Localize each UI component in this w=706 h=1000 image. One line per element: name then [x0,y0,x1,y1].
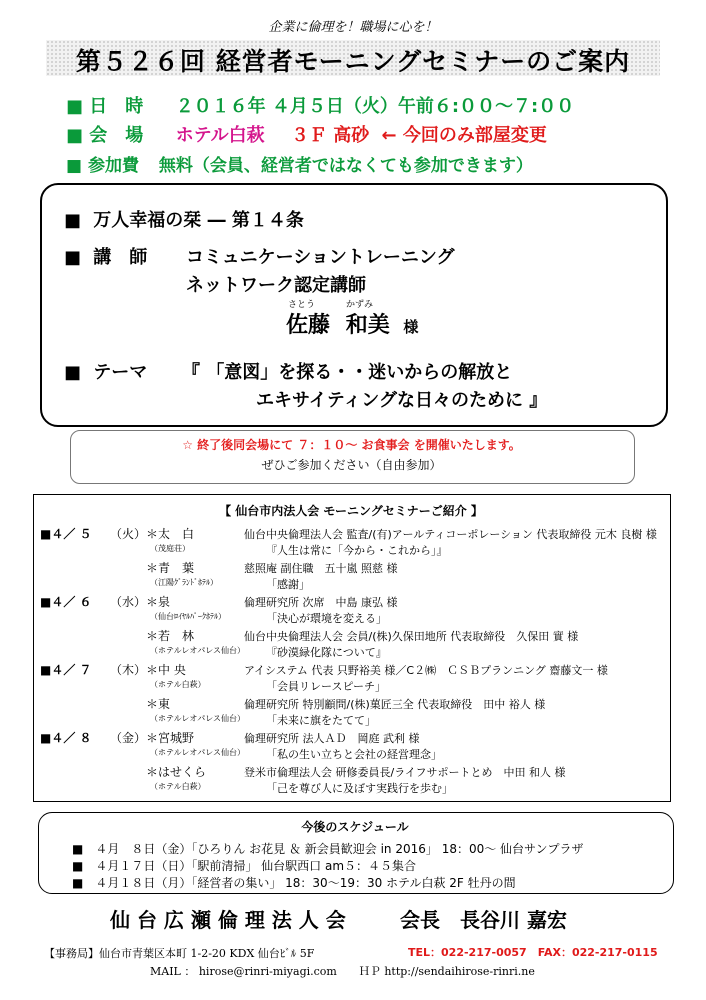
speaker: アイシステム 代表 只野裕美 様／C２㈱ ＣＳＢプランニング 齋藤文一 様 [244,664,608,677]
seminar-heading: 【 仙台市内法人会 モーニングセミナーご紹介 】 [219,504,483,518]
page-title: 第５２６回 経営者モーニングセミナーのご案内 [75,47,631,76]
speaker: 仙台中央倫理法人会 監査/(有)アールティコーポレーション 代表取締役 元木 良樹 様 [244,528,657,541]
topic: 「未来に旗をたてて」 [266,714,376,727]
bullet-square-icon: ■ [64,362,82,383]
theme-label: テーマ [93,362,148,383]
topic: 『人生は常に「今から・これから」』 [266,544,448,557]
notice-line-2: ぜひご参加ください（自由参加） [261,458,442,472]
theme-row [64,358,147,384]
fee-label: 参加費 [87,156,139,176]
bullet-square-icon: ■ [64,247,82,268]
day-weekday: （水） [110,595,147,609]
lecturer-label: 講 師 [93,247,148,268]
lecturer-name [286,308,418,339]
tagline: 企業に倫理を！職場に心を！ [268,20,438,35]
topic: 『砂漠緑化隊について』 [266,646,387,659]
branch-name: ＊泉 [146,595,171,609]
branch-place: （江陽ｸﾞﾗﾝﾄﾞﾎﾃﾙ） [150,578,218,587]
speaker: 登米市倫理法人会 研修委員長/ライフサポートとめ 中田 和人 様 [244,766,566,779]
branch-place: （ホテル白萩） [150,680,206,689]
day-weekday: （火） [110,527,147,541]
branch-name: ＊青 葉 [146,561,195,575]
venue-label: 会 場 [89,125,144,146]
office-address: 【事務局】仙台市青葉区本町 1-2-20 KDX 仙台ﾋﾞﾙ 5F [44,947,315,960]
ruby-given: かずみ [346,300,374,310]
notice-line-1: ☆ 終了後同会場にて ７：１０～ お食事会 を開催いたします。 [182,438,521,452]
fee-value: 無料（会員、経営者ではなくても参加できます） [158,156,533,176]
date-row [66,92,574,118]
speaker: 倫理研究所 法人ＡＤ 岡庭 武利 様 [244,732,420,745]
schedule-item: ■ ４月１８日（月）「経営者の集い」 18：30～19：30 ホテル白萩 2F 牡丹の間 [72,876,516,890]
lecturer-given-name: 和美 [345,313,390,338]
branch-name: ＊中 央 [146,663,186,677]
bullet-square-icon: ■ [64,210,82,231]
lecturer-row [64,243,147,269]
topic: 「決心が環境を変える」 [266,612,387,625]
clause-row [64,206,304,232]
day-weekday: （木） [110,663,147,677]
topic: 「私の生い立ちと会社の経営理念」 [266,748,442,761]
ruby-family: さとう [288,300,316,310]
branch-place: （仙台ﾛｲﾔﾙﾊﾟｰｸﾎﾃﾙ） [150,612,226,621]
day-date: ■４／ ７ [40,663,92,677]
contact-phone: TEL：022-217-0057 FAX：022-217-0115 [408,946,658,959]
contact-mail-web: MAIL ： hirose@rinri-miyagi.com ＨＰ http://sendaihirose-rinri.ne [150,965,535,978]
branch-place: （ホテルレオパレス仙台） [150,748,245,757]
branch-name: ＊太 白 [146,527,195,541]
schedule-heading: 今後のスケジュール [301,820,409,834]
bullet-square-icon: ■ [66,125,84,146]
schedule-item: ■ ４月 ８日（金）「ひろりん お花見 ＆ 新会員歓迎会 in 2016」 18：00～ 仙台サンプラザ [72,842,584,856]
speaker: 慈照庵 副住職 五十嵐 照慈 様 [244,562,398,575]
topic: 「会員リレースピーチ」 [266,680,387,693]
venue-hotel: ホテル白萩 [175,125,265,146]
day-date: ■４／ ８ [40,731,92,745]
venue-note: ← 今回のみ部屋変更 [381,125,547,146]
lecturer-honorific: 様 [403,318,419,336]
branch-place: （ホテルレオパレス仙台） [150,714,245,723]
branch-name: ＊はせくら [146,765,207,779]
venue-room: ３Ｆ 高砂 [290,125,370,146]
clause-text: 万人幸福の栞 ― 第１４条 [93,210,304,231]
topic: 「感謝」 [266,578,310,591]
day-date: ■４／ ５ [40,527,92,541]
speaker: 倫理研究所 次席 中島 康弘 様 [244,596,398,609]
speaker: 倫理研究所 特別顧問/(株)菓匠三全 代表取締役 田中 裕人 様 [244,698,546,711]
venue-row [66,121,547,147]
branch-place: （ホテルレオパレス仙台） [150,646,245,655]
date-label: 日 時 [89,96,144,117]
organization-name: 仙 台 広 瀬 倫 理 法 人 会 [110,908,346,932]
fee-row [66,151,533,176]
lecturer-title-2: ネットワーク認定講師 [186,275,366,296]
branch-name: ＊東 [146,697,171,711]
branch-name: ＊宮城野 [146,731,195,745]
chairman: 会長 長谷川 嘉宏 [400,908,567,932]
topic: 「己を尊び人に及ぼす実践行を歩む」 [266,782,453,795]
theme-line-2: エキサイティングな日々のために 』 [256,390,548,411]
day-date: ■４／ ６ [40,595,92,609]
theme-line-1: 『 「意図」を探る・・迷いからの解放と [182,362,513,383]
branch-name: ＊若 林 [146,629,195,643]
branch-place: （ホテル白萩） [150,782,206,791]
lecturer-family-name: 佐藤 [286,313,331,338]
date-value: ２０１６年 ４月５日（火）午前６:００～７:００ [175,96,575,117]
day-weekday: （金） [110,731,147,745]
speaker: 仙台中央倫理法人会 会員/(株)久保田地所 代表取締役 久保田 實 様 [244,630,579,643]
lecturer-title-1: コミュニケーショントレーニング [186,247,455,268]
schedule-item: ■ ４月１７日（日）「駅前清掃」 仙台駅西口 am５：４５集合 [72,859,417,873]
bullet-square-icon: ■ [66,156,83,176]
branch-place: （茂庭荘） [150,544,190,553]
bullet-square-icon: ■ [66,96,84,117]
